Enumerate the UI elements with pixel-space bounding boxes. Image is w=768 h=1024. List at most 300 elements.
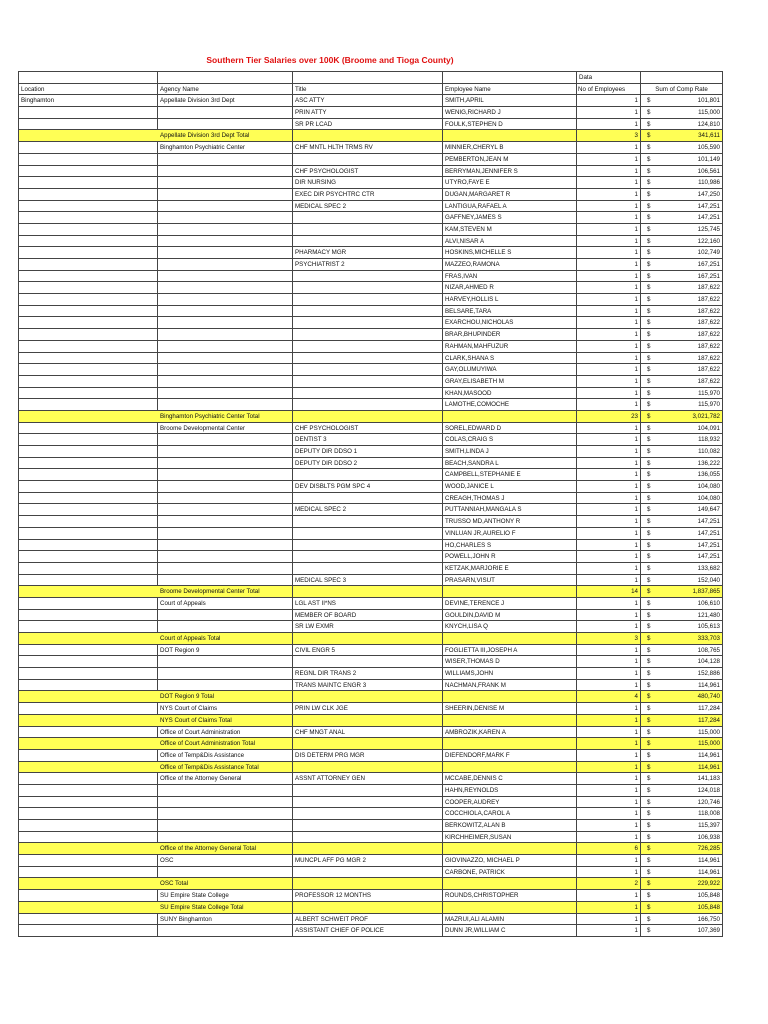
- table-row: [19, 353, 723, 365]
- location-cell: [19, 785, 158, 797]
- agency-cell: Court of Appeals Total: [158, 633, 293, 645]
- total-row: [19, 586, 723, 598]
- currency-symbol: $: [647, 448, 651, 455]
- table-row: [19, 95, 723, 107]
- currency-symbol: $: [647, 120, 651, 128]
- comp-rate-cell: [641, 329, 723, 341]
- employee-cell: WOOD,JANICE L: [443, 481, 577, 493]
- location-cell: [19, 691, 158, 703]
- count-cell: 1: [577, 551, 641, 563]
- location-cell: [19, 189, 158, 201]
- currency-symbol: $: [647, 892, 651, 900]
- title-cell: ASSNT ATTORNEY GEN: [293, 773, 443, 785]
- title-cell: [293, 738, 443, 750]
- comp-rate-cell: [641, 914, 723, 926]
- currency-symbol: $: [647, 763, 651, 771]
- currency-symbol: $: [647, 553, 651, 561]
- data-label: Data: [577, 72, 641, 84]
- comp-rate-cell: [641, 808, 723, 820]
- comp-rate-value: 120,746: [697, 798, 720, 806]
- agency-cell: [158, 540, 293, 552]
- location-cell: [19, 282, 158, 294]
- location-cell: [19, 551, 158, 563]
- employee-cell: [443, 902, 577, 914]
- title-cell: [293, 212, 443, 224]
- comp-rate-value: 147,251: [697, 214, 720, 222]
- comp-rate-value: 105,848: [697, 903, 720, 911]
- comp-rate-value: 102,749: [697, 249, 720, 257]
- agency-cell: DOT Region 9 Total: [158, 691, 293, 703]
- location-cell: [19, 738, 158, 750]
- title-cell: [293, 785, 443, 797]
- location-cell: [19, 341, 158, 353]
- title-cell: DIR NURSING: [293, 177, 443, 189]
- comp-rate-value: 187,622: [697, 366, 720, 374]
- total-row: [19, 411, 723, 423]
- count-cell: 6: [577, 843, 641, 855]
- employee-cell: COCCHIOLA,CAROL A: [443, 808, 577, 820]
- count-cell: 1: [577, 680, 641, 692]
- comp-rate-cell: [641, 458, 723, 470]
- count-cell: 1: [577, 364, 641, 376]
- comp-rate-cell: [641, 925, 723, 937]
- currency-symbol: $: [647, 810, 651, 818]
- currency-symbol: $: [647, 518, 651, 526]
- employee-cell: BRAR,BHUPINDER: [443, 329, 577, 341]
- employee-cell: NACHMAN,FRANK M: [443, 680, 577, 692]
- comp-rate-value: 147,251: [697, 553, 720, 561]
- comp-rate-cell: [641, 376, 723, 388]
- currency-symbol: $: [647, 331, 651, 339]
- title-cell: [293, 808, 443, 820]
- currency-symbol: $: [647, 272, 651, 280]
- agency-cell: [158, 458, 293, 470]
- comp-rate-cell: [641, 166, 723, 178]
- agency-cell: SU Empire State College: [158, 890, 293, 902]
- table-row: [19, 201, 723, 213]
- table-row: [19, 294, 723, 306]
- employee-cell: [443, 633, 577, 645]
- employee-cell: MCCABE,DENNIS C: [443, 773, 577, 785]
- agency-cell: [158, 341, 293, 353]
- table-row: [19, 504, 723, 516]
- comp-rate-value: 141,183: [697, 775, 720, 783]
- employee-cell: RAHMAN,MAHFUZUR: [443, 341, 577, 353]
- count-cell: 1: [577, 142, 641, 154]
- table-row: [19, 867, 723, 879]
- location-cell: [19, 867, 158, 879]
- comp-rate-cell: [641, 317, 723, 329]
- currency-symbol: $: [647, 576, 651, 584]
- total-row: [19, 843, 723, 855]
- count-cell: 1: [577, 621, 641, 633]
- comp-rate-cell: [641, 481, 723, 493]
- employee-cell: MAZZEO,RAMONA: [443, 259, 577, 271]
- title-cell: [293, 399, 443, 411]
- title-cell: CHF PSYCHOLOGIST: [293, 166, 443, 178]
- agency-cell: [158, 329, 293, 341]
- agency-cell: [158, 832, 293, 844]
- table-row: [19, 107, 723, 119]
- title-cell: TRANS MAINTC ENGR 3: [293, 680, 443, 692]
- table-row: [19, 890, 723, 902]
- comp-rate-cell: [641, 271, 723, 283]
- comp-rate-cell: [641, 469, 723, 481]
- table-row: [19, 166, 723, 178]
- table-row: [19, 703, 723, 715]
- title-cell: [293, 528, 443, 540]
- location-cell: [19, 376, 158, 388]
- count-cell: 1: [577, 481, 641, 493]
- currency-symbol: $: [647, 494, 651, 502]
- location-cell: [19, 411, 158, 423]
- comp-rate-value: 133,682: [697, 564, 720, 572]
- title-cell: MEDICAL SPEC 3: [293, 575, 443, 587]
- title-cell: [293, 563, 443, 575]
- title-cell: [293, 516, 443, 528]
- employee-cell: BERRYMAN,JENNIFER S: [443, 166, 577, 178]
- currency-symbol: $: [647, 740, 651, 748]
- comp-rate-value: 333,703: [697, 635, 720, 642]
- title-cell: CHF PSYCHOLOGIST: [293, 423, 443, 435]
- count-cell: 1: [577, 317, 641, 329]
- count-cell: 1: [577, 727, 641, 739]
- table-row: [19, 423, 723, 435]
- comp-rate-value: 105,613: [697, 623, 720, 631]
- agency-cell: [158, 282, 293, 294]
- count-cell: 1: [577, 95, 641, 107]
- comp-rate-cell: [641, 563, 723, 575]
- title-cell: [293, 762, 443, 774]
- title-cell: [293, 353, 443, 365]
- agency-cell: [158, 434, 293, 446]
- header-employee-name: Employee Name: [443, 84, 577, 96]
- comp-rate-cell: [641, 95, 723, 107]
- currency-symbol: $: [647, 296, 651, 304]
- comp-rate-value: 147,251: [697, 518, 720, 526]
- agency-cell: [158, 785, 293, 797]
- count-cell: 1: [577, 738, 641, 750]
- title-cell: [293, 411, 443, 423]
- employee-cell: MAZRUI,ALI ALAMIN: [443, 914, 577, 926]
- count-cell: 1: [577, 166, 641, 178]
- location-cell: [19, 703, 158, 715]
- comp-rate-value: 115,970: [698, 401, 720, 409]
- agency-cell: [158, 236, 293, 248]
- currency-symbol: $: [647, 436, 651, 444]
- title-cell: [293, 797, 443, 809]
- comp-rate-value: 118,932: [698, 436, 720, 444]
- title-cell: [293, 329, 443, 341]
- table-row: [19, 656, 723, 668]
- comp-rate-cell: [641, 201, 723, 213]
- title-cell: [293, 902, 443, 914]
- currency-symbol: $: [647, 599, 651, 607]
- location-cell: [19, 668, 158, 680]
- location-cell: [19, 598, 158, 610]
- count-cell: 1: [577, 516, 641, 528]
- location-cell: [19, 902, 158, 914]
- employee-cell: WILLIAMS,JOHN: [443, 668, 577, 680]
- currency-symbol: $: [647, 307, 651, 315]
- comp-rate-value: 106,610: [697, 599, 720, 607]
- employee-cell: AMBROZIK,KAREN A: [443, 727, 577, 739]
- employee-cell: BERKOWITZ,ALAN B: [443, 820, 577, 832]
- count-cell: 1: [577, 645, 641, 657]
- comp-rate-cell: [641, 691, 723, 703]
- title-cell: [293, 586, 443, 598]
- location-cell: [19, 820, 158, 832]
- location-cell: [19, 656, 158, 668]
- agency-cell: [158, 504, 293, 516]
- comp-rate-value: 187,622: [697, 342, 720, 350]
- location-cell: [19, 504, 158, 516]
- employee-cell: MINNIER,CHERYL B: [443, 142, 577, 154]
- currency-symbol: $: [647, 459, 651, 467]
- location-cell: [19, 762, 158, 774]
- employee-cell: UTYRO,FAYE E: [443, 177, 577, 189]
- location-cell: [19, 586, 158, 598]
- comp-rate-value: 136,222: [697, 459, 720, 467]
- agency-cell: [158, 575, 293, 587]
- comp-rate-value: 187,622: [697, 377, 720, 385]
- table-row: [19, 458, 723, 470]
- title-cell: REGNL DIR TRANS 2: [293, 668, 443, 680]
- comp-rate-cell: [641, 902, 723, 914]
- title-cell: [293, 878, 443, 890]
- title-cell: [293, 317, 443, 329]
- agency-cell: [158, 808, 293, 820]
- currency-symbol: $: [647, 471, 651, 479]
- title-cell: LGL AST II*NS: [293, 598, 443, 610]
- agency-cell: [158, 271, 293, 283]
- employee-cell: SMITH,APRIL: [443, 95, 577, 107]
- currency-symbol: $: [647, 798, 651, 806]
- table-row: [19, 434, 723, 446]
- title-cell: [293, 715, 443, 727]
- agency-cell: [158, 294, 293, 306]
- currency-symbol: $: [647, 424, 651, 432]
- location-cell: [19, 575, 158, 587]
- location-cell: [19, 540, 158, 552]
- table-row: [19, 212, 723, 224]
- title-cell: [293, 376, 443, 388]
- currency-symbol: $: [647, 483, 651, 491]
- employee-cell: BEACH,SANDRA L: [443, 458, 577, 470]
- comp-rate-cell: [641, 282, 723, 294]
- count-cell: 1: [577, 797, 641, 809]
- count-cell: 1: [577, 925, 641, 937]
- location-cell: [19, 750, 158, 762]
- agency-cell: [158, 364, 293, 376]
- agency-cell: [158, 189, 293, 201]
- comp-rate-cell: [641, 867, 723, 879]
- comp-rate-cell: [641, 715, 723, 727]
- comp-rate-cell: [641, 142, 723, 154]
- location-cell: [19, 621, 158, 633]
- comp-rate-value: 106,938: [697, 833, 720, 841]
- count-cell: 1: [577, 353, 641, 365]
- count-cell: 1: [577, 423, 641, 435]
- location-cell: [19, 201, 158, 213]
- currency-symbol: $: [647, 611, 651, 619]
- comp-rate-value: 167,251: [697, 272, 720, 280]
- agency-cell: [158, 481, 293, 493]
- comp-rate-value: 480,740: [697, 693, 720, 701]
- comp-rate-cell: [641, 878, 723, 890]
- currency-symbol: $: [647, 728, 651, 736]
- currency-symbol: $: [647, 97, 651, 105]
- count-cell: 1: [577, 563, 641, 575]
- title-cell: PSYCHIATRIST 2: [293, 259, 443, 271]
- count-cell: 1: [577, 399, 641, 411]
- comp-rate-cell: [641, 832, 723, 844]
- table-row: [19, 247, 723, 259]
- agency-cell: [158, 201, 293, 213]
- employee-cell: FOULK,STEPHEN D: [443, 119, 577, 131]
- agency-cell: [158, 867, 293, 879]
- agency-cell: [158, 656, 293, 668]
- currency-symbol: $: [647, 903, 651, 911]
- employee-cell: [443, 130, 577, 142]
- employee-cell: PEMBERTON,JEAN M: [443, 154, 577, 166]
- location-cell: [19, 446, 158, 458]
- currency-symbol: $: [647, 635, 651, 642]
- title-cell: [293, 130, 443, 142]
- table-row: [19, 797, 723, 809]
- agency-cell: [158, 925, 293, 937]
- location-cell: [19, 633, 158, 645]
- count-cell: 1: [577, 469, 641, 481]
- comp-rate-cell: [641, 434, 723, 446]
- agency-cell: Broome Developmental Center: [158, 423, 293, 435]
- title-cell: MEDICAL SPEC 2: [293, 504, 443, 516]
- comp-rate-cell: [641, 738, 723, 750]
- count-cell: 1: [577, 224, 641, 236]
- comp-rate-cell: [641, 703, 723, 715]
- count-cell: 1: [577, 902, 641, 914]
- location-cell: [19, 119, 158, 131]
- currency-symbol: $: [647, 822, 651, 829]
- currency-symbol: $: [647, 132, 651, 140]
- agency-cell: [158, 119, 293, 131]
- currency-symbol: $: [647, 658, 651, 666]
- title-cell: CIVIL ENGR 5: [293, 645, 443, 657]
- count-cell: 1: [577, 808, 641, 820]
- comp-rate-value: 101,801: [697, 97, 720, 105]
- count-cell: 1: [577, 668, 641, 680]
- agency-cell: [158, 317, 293, 329]
- comp-rate-value: 115,000: [698, 728, 720, 736]
- comp-rate-cell: [641, 645, 723, 657]
- comp-rate-value: 187,622: [697, 319, 720, 327]
- agency-cell: [158, 820, 293, 832]
- table-row: [19, 914, 723, 926]
- table-row: [19, 317, 723, 329]
- comp-rate-cell: [641, 551, 723, 563]
- table-row: [19, 388, 723, 400]
- comp-rate-value: 147,250: [697, 190, 720, 198]
- employee-cell: VINLUAN JR,AURELIO F: [443, 528, 577, 540]
- location-cell: [19, 259, 158, 271]
- comp-rate-value: 136,055: [697, 471, 720, 479]
- report-title: Southern Tier Salaries over 100K (Broome and Tioga County): [206, 55, 454, 65]
- agency-cell: [158, 154, 293, 166]
- currency-symbol: $: [647, 646, 651, 654]
- employee-cell: CARBONE, PATRICK: [443, 867, 577, 879]
- currency-symbol: $: [647, 693, 651, 701]
- comp-rate-value: 115,000: [698, 109, 720, 117]
- comp-rate-cell: [641, 855, 723, 867]
- location-cell: [19, 388, 158, 400]
- comp-rate-cell: [641, 797, 723, 809]
- table-row: [19, 668, 723, 680]
- count-cell: 1: [577, 504, 641, 516]
- location-cell: [19, 271, 158, 283]
- employee-cell: KHAN,MASOOD: [443, 388, 577, 400]
- title-cell: PHARMACY MGR: [293, 247, 443, 259]
- count-cell: 1: [577, 376, 641, 388]
- location-cell: [19, 306, 158, 318]
- comp-rate-value: 114,961: [698, 681, 720, 689]
- location-cell: [19, 832, 158, 844]
- comp-rate-cell: [641, 189, 723, 201]
- table-row: [19, 925, 723, 937]
- currency-symbol: $: [647, 670, 651, 678]
- location-cell: [19, 878, 158, 890]
- table-row: [19, 481, 723, 493]
- header-agency-name: Agency Name: [158, 84, 293, 96]
- employee-cell: KNYCH,LISA Q: [443, 621, 577, 633]
- currency-symbol: $: [647, 366, 651, 374]
- table-row: [19, 493, 723, 505]
- title-cell: MEMBER OF BOARD: [293, 610, 443, 622]
- comp-rate-cell: [641, 411, 723, 423]
- comp-rate-value: 114,961: [698, 868, 720, 876]
- comp-rate-value: 122,160: [697, 237, 720, 245]
- agency-cell: [158, 353, 293, 365]
- comp-rate-cell: [641, 610, 723, 622]
- employee-cell: [443, 411, 577, 423]
- location-cell: [19, 142, 158, 154]
- title-cell: DEV DISBLTS PGM SPC 4: [293, 481, 443, 493]
- count-cell: 1: [577, 914, 641, 926]
- comp-rate-value: 104,080: [697, 483, 720, 491]
- agency-cell: OSC: [158, 855, 293, 867]
- table-row: [19, 119, 723, 131]
- title-cell: SR LW EXMR: [293, 621, 443, 633]
- comp-rate-cell: [641, 820, 723, 832]
- title-cell: [293, 633, 443, 645]
- comp-rate-value: 187,622: [697, 307, 720, 315]
- currency-symbol: $: [647, 623, 651, 631]
- count-cell: 1: [577, 820, 641, 832]
- comp-rate-value: 105,590: [697, 144, 720, 152]
- count-cell: 1: [577, 434, 641, 446]
- table-row: [19, 516, 723, 528]
- comp-rate-value: 187,622: [697, 331, 720, 339]
- table-row: [19, 621, 723, 633]
- comp-rate-value: 726,285: [697, 845, 720, 853]
- employee-cell: DUNN JR,WILLIAM C: [443, 925, 577, 937]
- count-cell: 1: [577, 715, 641, 727]
- agency-cell: [158, 259, 293, 271]
- agency-cell: [158, 388, 293, 400]
- comp-rate-cell: [641, 423, 723, 435]
- location-cell: [19, 469, 158, 481]
- title-cell: SR PR LCAD: [293, 119, 443, 131]
- currency-symbol: $: [647, 564, 651, 572]
